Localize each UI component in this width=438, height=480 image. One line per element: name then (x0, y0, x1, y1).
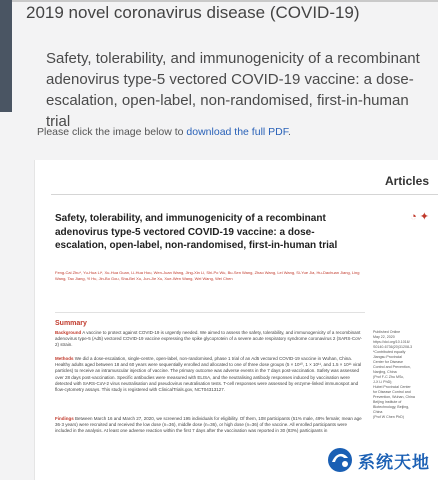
findings-label: Findings (55, 416, 74, 421)
background-text: A vaccine to protect against COVID-19 is urgently needed. We aimed to assess the safety, tolerability, and immunogenicity of a recombinant adenovirus type-5 (Ad5) vectored COVID-19 vaccine expressing the spike glycoprotein of a severe acute respiratory syndrome coronavirus 2 (SARS-CoV-2) strain. (55, 330, 362, 348)
sidebar-line: Control and Prevention, (373, 365, 411, 369)
sidebar-line: Prevention, Wuhan, China (373, 395, 415, 399)
crossmark-icon: ✦ (419, 211, 429, 223)
sidebar-line: Biotechnology, Beijing, (373, 405, 410, 409)
instruction-prefix: Please click the image below to (37, 126, 187, 138)
preview-icons (410, 210, 429, 223)
disease-title: 2019 novel coronavirus disease (COVID-19) (26, 3, 360, 22)
sidebar-line: Beijing Institute of (373, 400, 402, 404)
preview-sidebar (373, 330, 435, 420)
sidebar-line: J-X Li PhD); (373, 380, 393, 384)
sidebar-line: May 22, 2020 (373, 335, 395, 339)
methods-paragraph (55, 356, 365, 393)
article-title: Safety, tolerability, and immunogenicity of a recombinant adenovirus type-5 vectored COVID-19 vaccine: a dose-escalation, open-label, non-randomised, first-in-human trial (46, 50, 420, 130)
sidebar-line: China (373, 410, 383, 414)
sidebar-line: Published Online (373, 330, 401, 334)
top-divider (0, 0, 438, 2)
left-accent-bar (0, 0, 12, 112)
methods-label: Methods (55, 356, 74, 361)
oa-icon: ◔ (410, 210, 417, 223)
sidebar-line: Center for Disease (373, 360, 403, 364)
preview-authors: Feng-Cai Zhu*, Yu-Hua Li*, Xu-Hua Guan, Li-Hua Hou, Wen-Juan Wang, Jing-Xin Li, Shi-Po Wu, Bu-Sen Wang, Zhao Wang, Lei Wang, Si-Yue Jia, Hu-Dachuan Jiang, Ling Wang, Tao Jiang, Yi Hu, Jin-Bo Gou, Sha-Bei Xu, Jun-Jie Xu, Xue-Wen Wang, Wei Wang, Wei Chen (55, 270, 360, 281)
sidebar-line: (Prof F-C Zhu MSc, (373, 375, 405, 379)
preview-title: Safety, tolerability, and immunogenicity of a recombinant adenovirus type-5 vectored COVID-19 vaccine: a dose-escalation, open-label, non-randomised, first-in-human trial (55, 213, 338, 251)
findings-text: Between March 16 and March 27, 2020, we screened 195 individuals for eligibility. Of them, 108 participants (51% male, 49% female; mean age 36·3 years) were recruited and received the low dose (n=36), middle dose (n=36), or high dose (n=36) of the vaccine. All enrolled participants were included in the analysis. At least one adverse reaction within the first 7 days after the vaccination was reported in 30 (83%) participants in (55, 416, 362, 434)
watermark-text: 系统天地 (358, 452, 430, 472)
pdf-preview-image[interactable] (34, 160, 438, 480)
sidebar-line: for Disease Control and (373, 390, 411, 394)
preview-divider (51, 194, 438, 195)
watermark (326, 446, 430, 474)
download-pdf-link[interactable]: download the full PDF (186, 126, 288, 138)
findings-paragraph (55, 416, 365, 435)
sidebar-line: https://doi.org/10.1016/ (373, 340, 410, 344)
instruction-suffix: . (287, 126, 291, 138)
background-paragraph (55, 330, 365, 349)
background-label: Background (55, 330, 82, 335)
watermark-logo-icon (326, 446, 354, 474)
download-instruction (37, 126, 291, 138)
methods-text: We did a dose-escalation, single-centre, open-label, non-randomised, phase 1 trial of an Ad5 vectored COVID-19 vaccine in Wuhan, China. Healthy adults aged between 18 and 60 years were sequentially enrolled and allocated to one of three dose groups (5 × 10¹⁰, 1 × 10¹¹, and 1.5 × 10¹¹ viral particles) to receive an intramuscular injection of vaccine. The primary outcome was adverse events in the 7 days post-vaccination. Safety was assessed over 28 days post-vaccination. Specific antibodies were measured with ELISA, and the neutralising antibody responses induced by vaccination were detected with SARS-CoV-2 virus neutralisation and pseudovirus neutralisation tests. T-cell responses were assessed by enzyme-linked immunospot and flow-cytometry assays. This study is registered with ClinicalTrials.gov, NCT04313127. (55, 356, 362, 393)
preview-rule (55, 312, 365, 313)
sidebar-line: Nanjing, China (373, 370, 397, 374)
sidebar-line: *Contributed equally (373, 350, 406, 354)
sidebar-line: S0140-6736(20)31208-3 (373, 345, 413, 349)
sidebar-line: (Prof W Chen PhD) (373, 415, 404, 419)
sidebar-line: Jiangsu Provincial (373, 355, 402, 359)
summary-heading: Summary (55, 320, 87, 327)
section-label: Articles (384, 174, 429, 188)
sidebar-line: Hubei Provincial Center (373, 385, 411, 389)
